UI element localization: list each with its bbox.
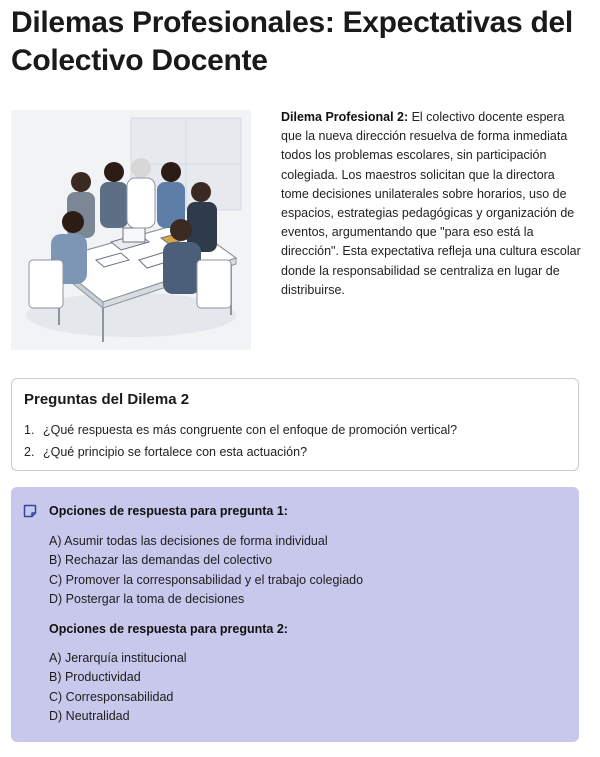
list-item bbox=[24, 419, 457, 441]
list-item: D) Postergar la toma de decisiones bbox=[49, 591, 245, 606]
questions-list bbox=[24, 419, 457, 463]
dilemma-label: Dilema Profesional 2: bbox=[281, 110, 409, 124]
team-meeting-illustration bbox=[11, 110, 251, 350]
question-text: ¿Qué respuesta es más congruente con el enfoque de promoción vertical? bbox=[43, 423, 458, 437]
note-icon bbox=[23, 504, 37, 518]
questions-heading: Preguntas del Dilema 2 bbox=[24, 391, 190, 408]
answer-options-list bbox=[49, 649, 187, 726]
dilemma-description bbox=[281, 108, 581, 300]
question-number: 2. bbox=[24, 445, 35, 459]
question-text: ¿Qué principio se fortalece con esta actuación? bbox=[43, 445, 308, 459]
dilemma-text: El colectivo docente espera que la nueva dirección resuelva de forma inmediata todos los problemas escolares, sin participación colegiada. Los maestros solicitan que la directora tome decisiones unilaterales sobre horarios, uso de espacios, estrategias pedagógicas y organización de eventos, argumentando que "para eso está la dirección". Esta expectativa refleja una cultura escolar donde la responsabilidad se centraliza en lugar de distribuirse. bbox=[281, 110, 581, 297]
question-number: 1. bbox=[24, 423, 35, 437]
list-item: B) Rechazar las demandas del colectivo bbox=[49, 553, 273, 568]
answer-group-heading: Opciones de respuesta para pregunta 2: bbox=[49, 622, 288, 636]
list-item bbox=[24, 441, 457, 463]
list-item: C) Corresponsabilidad bbox=[49, 689, 174, 704]
answer-options-list bbox=[49, 532, 363, 609]
list-item: C) Promover la corresponsabilidad y el trabajo colegiado bbox=[49, 572, 364, 587]
answer-group-heading: Opciones de respuesta para pregunta 1: bbox=[49, 504, 288, 518]
list-item: B) Productividad bbox=[49, 670, 141, 685]
page-title: Dilemas Profesionales: Expectativas del Colectivo Docente bbox=[11, 6, 573, 77]
list-item: A) Asumir todas las decisiones de forma individual bbox=[49, 534, 328, 548]
list-item: D) Neutralidad bbox=[49, 708, 130, 723]
questions-card bbox=[11, 378, 579, 471]
answer-options-card bbox=[11, 487, 579, 742]
team-meeting-icon bbox=[11, 110, 251, 350]
list-item: A) Jerarquía institucional bbox=[49, 651, 187, 665]
